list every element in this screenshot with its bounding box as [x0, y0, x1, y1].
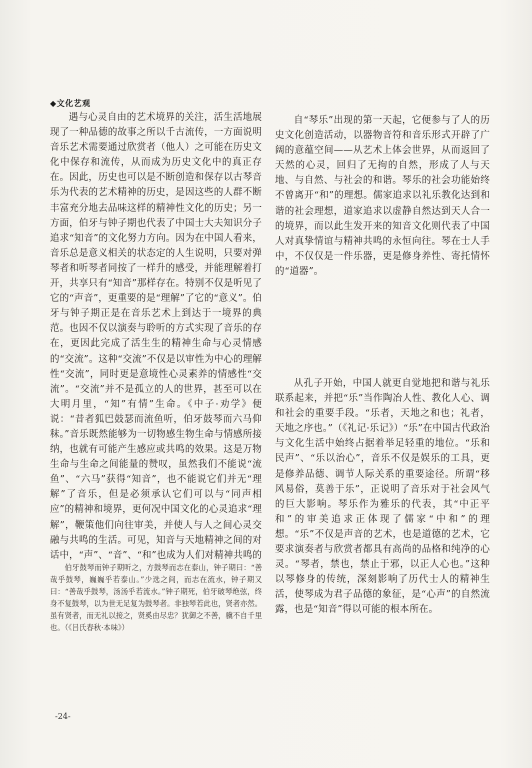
footnote: 伯牙鼓琴而钟子期听之，方鼓琴而志在泰山，钟子期曰：“善哉乎鼓琴，巍巍乎若泰山。”少选之间，而志在流水，钟子期又曰：“善哉乎鼓琴，汤汤乎若流水。”钟子期死，伯牙破琴绝弦，终身不复鼓琴，以为世无足复为鼓琴者。非独琴若此也，贤者亦然。虽有贤者，而无礼以接之，贤奚由尽忠？犹御之不善，骥不自千里也。（《吕氏春秋·本味》）: [50, 563, 262, 633]
page-number: -24-: [55, 712, 71, 721]
right-column-text-2: [275, 376, 490, 721]
paragraph: 遇与心灵自由的艺术境界的关注，活生活地展现了一种品德的故事之所以千古流传，一方面说明音乐艺术需要通过欣赏者（他人）之可能在历史文化中保存和流传，从而成为历史文化中的真正存在。因此，历史也可以是不断创造和保存以古琴音乐为代表的艺术精神的历史，是因这些的人群不断丰富充分地去品味这样的精神性文化的历史；另一方面，伯牙与钟子期也代表了中国士大夫知识分子追求“知音”的文化努力方向。因为在中国人看来，音乐总是意义相关的状态定的人生说明，只要对弹琴者和听琴者同按了一样升的感受，并能理解着打开，共享只有“知音”那样存在。特别不仅是听见了它的“声音”，更重要的是“理解”了它的“意义”。伯牙与钟子期正是在音乐艺术上到达于一境界的典范。也因不仅以演奏与聆听的方式实现了音乐的存在，更因此完成了活生生的精神生命与心灵情感的“交流”。这种“交流”不仅是以审性为中心的理解性“交流”，同时更是意境性心灵素养的情感性“交流”。“交流”并不是孤立的人的世界，甚至可以在大明月里，“知”有情”生命。《中子·劝学》便说：“昔者狐巴鼓瑟而流鱼听，伯牙鼓琴而六马仰秣。”音乐既然能够为一切物感生物生命与情感所接纳，也就有可能产生感应或共鸣的效果。这是万物生命与生命之间能量的赞叹，虽然我们不能说“流鱼”、“六马”获得“知音”，也不能说它们并无“理解”了音乐，但是必须承认它们可以与“同声相应”的精神和境界，更何况中国文化的心灵追求“理解”，鞭策他们向往审美，并使人与人之间心灵交融与共鸣的生活。可见，知音与天地精神之间的对话中，“声”、“音”、“和”也成为人们对精神共鸣的: [50, 112, 262, 560]
left-column-text: [50, 110, 262, 560]
section-tag: ◆文化艺观: [50, 98, 91, 108]
paragraph: 自“琴乐”出现的第一天起，它便参与了人的历史文化创造活动，以器物音符和音乐形式开辟了广阔的意蕴空间——从艺术上体会世界，从而返回了天然的心灵，回归了无拘的自然，形成了人与天地、与自然、与社会的和谐。琴乐的社会功能始终不曾离开“和”的理想。儒家追求以礼乐教化达到和谐的社会理想，道家追求以虚静自然达到天人合一的境界，而以此生发开来的知音文化则代表了中国人对真挚情谊与精神共鸣的永恒向往。琴在士人手中，不仅仅是一件乐器，更是修身养性、寄托情怀的“道器”。: [275, 115, 490, 277]
paragraph: 从孔子开始，中国人就更自觉地把和谐与礼乐联系起来，并把“乐”当作陶冶人性、教化人心、调和社会的重要手段。“乐者，天地之和也；礼者，天地之序也。”（《礼记·乐记》）“乐”在中国古代政治与文化生活中始终占据着举足轻重的地位。“乐和民声”、“乐以治心”，音乐不仅是娱乐的工具，更是修养品德、调节人际关系的重要途径。所谓“移风易俗，莫善于乐”，正说明了音乐对于社会风气的巨大影响。琴乐作为雅乐的代表，其“中正平和”的审美追求正体现了儒家“中和”的理想。“乐”不仅是声音的艺术，也是道德的艺术，它要求演奏者与欣赏者都具有高尚的品格和纯净的心灵。“琴者，禁也，禁止于邪，以正人心也。”这种以琴修身的传统，深刻影响了历代士人的精神生活，使琴成为君子品德的象征，是“心声”的自然流露，也是“知音”得以可能的根本所在。: [275, 378, 490, 616]
right-column-text: [275, 113, 490, 368]
